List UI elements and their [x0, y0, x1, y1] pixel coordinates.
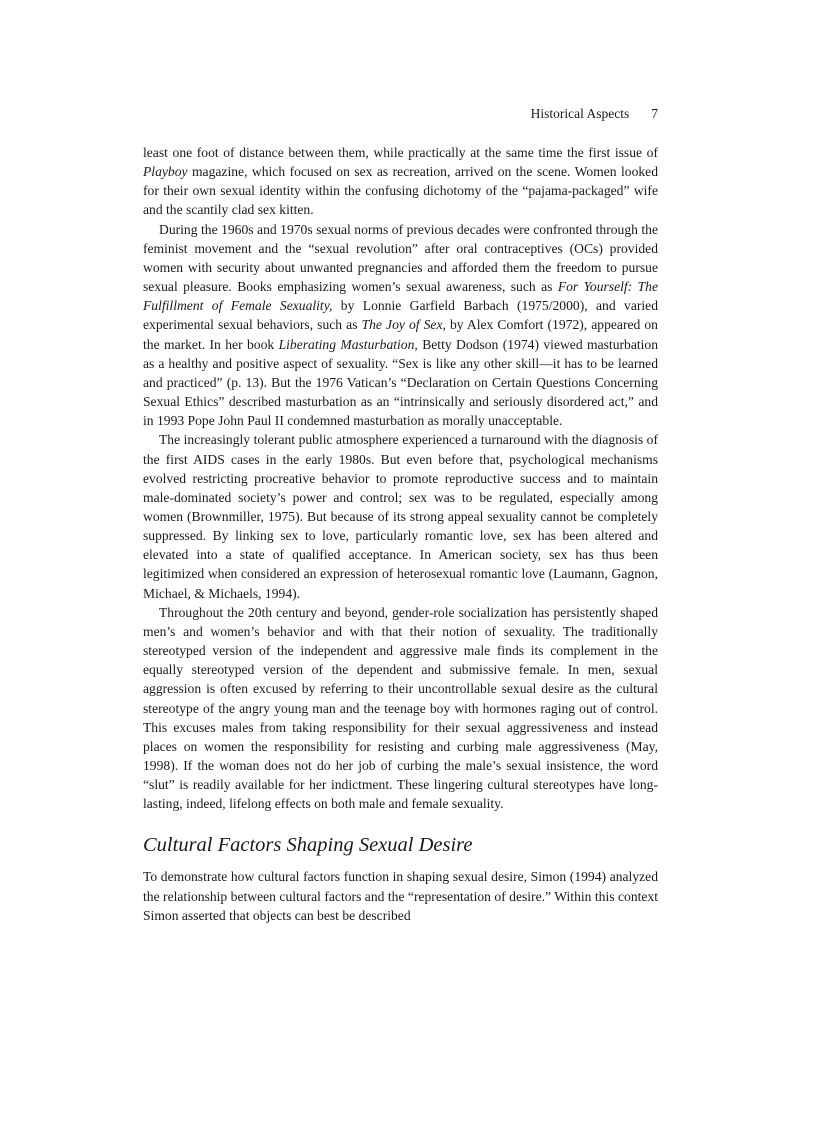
running-head — [143, 105, 658, 123]
book-title: The Joy of Sex, — [361, 317, 446, 333]
paragraph-text: magazine, which focused on sex as recreation, arrived on the scene. Women looked for their own sexual identity within the confusing dichotomy of the “pajama-packaged” wife and the scantily clad sex kitten. — [143, 164, 658, 218]
running-head-title: Historical Aspects — [530, 106, 630, 121]
body-text — [143, 143, 658, 925]
paragraph: The increasingly tolerant public atmosphere experienced a turnaround with the diagnosis of the first AIDS cases in the early 1980s. But even before that, psychological mechanisms evolved restricting procreative behavior to promote reproductive success and to maintain male-dominated society’s power and control; sex was to be regulated, especially among women (Brownmiller, 1975). But because of its strong appeal sexuality cannot be completely suppressed. By linking sex to love, particularly romantic love, sex has been altered and elevated into a state of qualified acceptance. In American society, sex has thus been legitimized when considered an expression of heterosexual romantic love (Laumann, Gagnon, Michael, & Michaels, 1994). — [143, 432, 658, 601]
paragraph — [143, 220, 658, 431]
book-title: For Yourself: The Fulfillment of Female Sexuality, — [143, 279, 658, 314]
paragraph-text: Betty Dodson (1974) viewed masturbation as a healthy and positive aspect of sexuality. “Sex is like any other skill—it has to be learned and practiced” (p. 13). But the 1976 Vatican’s “Declaration on Certain Questions Concerning Sexual Ethics” described masturbation as an “intrinsically and seriously disordered act,” and in 1993 Pope John Paul II condemned masturbation as morally unacceptable. — [143, 336, 659, 429]
paragraph: To demonstrate how cultural factors function in shaping sexual desire, Simon (1994) analyzed the relationship between cultural factors and the “representation of desire.” Within this context Simon asserted that objects can best be described — [143, 869, 658, 923]
book-title: Liberating Masturbation, — [278, 336, 418, 352]
paragraph — [143, 143, 658, 220]
paragraph-text: by Alex Comfort (1972), appeared on the market. In her book — [143, 317, 658, 352]
paragraph: Throughout the 20th century and beyond, gender-role socialization has persistently shaped men’s and women’s behavior and with that their notion of sexuality. The traditionally stereotyped version of the independent and aggressive male finds its complement in the equally stereotyped version of the dependent and submissive female. In men, sexual aggression is often excused by referring to their uncontrollable sexual desire as the cultural stereotype of the angry young man and the teenage boy with hormones raging out of control. This excuses males from taking responsibility for their sexual aggressiveness and instead places on women the responsibility for resisting and curbing male aggressiveness (May, 1998). If the woman does not do her job of curbing the male’s sexual insistence, the word “slut” is readily available for her indictment. These lingering cultural stereotypes have long-lasting, indeed, lifelong effects on both male and female sexuality. — [143, 604, 658, 812]
page-number: 7 — [651, 106, 658, 121]
paragraph-text: by Lonnie Garfield Barbach (1975/2000), and varied experimental sexual behaviors, such as — [143, 298, 658, 333]
paragraph-text: least one foot of distance between them, while practically at the same time the first issue of — [143, 145, 658, 160]
section-heading: Cultural Factors Shaping Sexual Desire — [143, 834, 473, 857]
magazine-title: Playboy — [143, 164, 188, 180]
paragraph-text: During the 1960s and 1970s sexual norms of previous decades were confronted through the feminist movement and the “sexual revolution” after oral contraceptives (OCs) provided women with security about unwanted pregnancies and afforded them the freedom to pursue sexual pleasure. Books emphasizing women’s sexual awareness, such as — [143, 221, 658, 295]
